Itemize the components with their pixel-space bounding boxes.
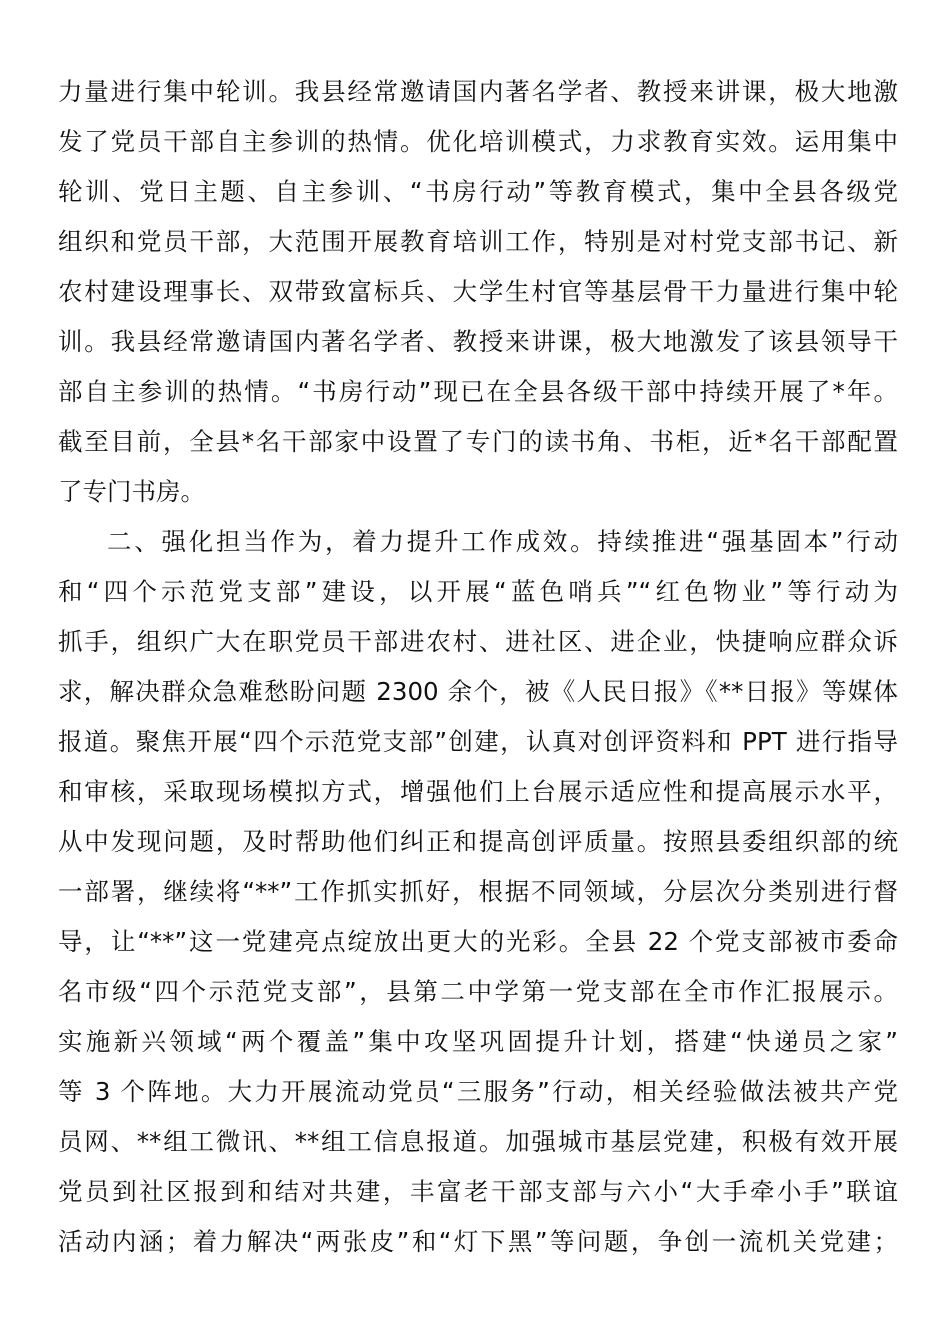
- text-line: 和审核，采取现场模拟方式，增强他们上台展示适应性和提高展示水平，: [58, 777, 898, 806]
- paragraph-responsibility: [58, 517, 898, 1267]
- text-line: 农村建设理事长、双带致富标兵、大学生村官等基层骨干力量进行集中轮: [58, 277, 898, 306]
- text-line: 等 3 个阵地。大力开展流动党员“三服务”行动，相关经验做法被共产党: [58, 1077, 898, 1106]
- text-line: 部自主参训的热情。“书房行动”现已在全县各级干部中持续开展了*年。: [58, 377, 898, 406]
- text-line: 训。我县经常邀请国内著名学者、教授来讲课，极大地激发了该县领导干: [58, 327, 898, 356]
- text-line: 一部署，继续将“**”工作抓实抓好，根据不同领域，分层次分类别进行督: [58, 877, 898, 906]
- text-line: 求，解决群众急难愁盼问题 2300 余个，被《人民日报》《**日报》等媒体: [58, 677, 898, 706]
- text-line: 实施新兴领域“两个覆盖”集中攻坚巩固提升计划，搭建“快递员之家”: [58, 1027, 898, 1056]
- text-line: 截至目前，全县*名干部家中设置了专门的读书角、书柜，近*名干部配置: [58, 427, 898, 456]
- text-line: 力量进行集中轮训。我县经常邀请国内著名学者、教授来讲课，极大地激: [58, 77, 898, 106]
- text-line: 活动内涵；着力解决“两张皮”和“灯下黑”等问题，争创一流机关党建；: [58, 1227, 898, 1256]
- text-line: 组织和党员干部，大范围开展教育培训工作，特别是对村党支部书记、新: [58, 227, 898, 256]
- section-heading-line: 二、强化担当作为，着力提升工作成效。持续推进“强基固本”行动: [107, 527, 898, 556]
- text-line: 导，让“**”这一党建亮点绽放出更大的光彩。全县 22 个党支部被市委命: [58, 927, 898, 956]
- text-line: 轮训、党日主题、自主参训、“书房行动”等教育模式，集中全县各级党: [58, 177, 898, 206]
- text-line: 报道。聚焦开展“四个示范党支部”创建，认真对创评资料和 PPT 进行指导: [58, 727, 898, 756]
- text-line: 名市级“四个示范党支部”，县第二中学第一党支部在全市作汇报展示。: [58, 977, 898, 1006]
- text-line: 抓手，组织广大在职党员干部进农村、进社区、进企业，快捷响应群众诉: [58, 627, 898, 656]
- text-line: 员网、**组工微讯、**组工信息报道。加强城市基层党建，积极有效开展: [58, 1127, 898, 1156]
- text-line: 了专门书房。: [58, 477, 205, 506]
- text-line: 从中发现问题，及时帮助他们纠正和提高创评质量。按照县委组织部的统: [58, 827, 898, 856]
- text-line: 党员到社区报到和结对共建，丰富老干部支部与六小“大手牵小手”联谊: [58, 1177, 898, 1206]
- paragraph-training: [58, 67, 898, 517]
- text-line: 发了党员干部自主参训的热情。优化培训模式，力求教育实效。运用集中: [58, 127, 898, 156]
- text-line: 和“四个示范党支部”建设，以开展“蓝色哨兵”“红色物业”等行动为: [58, 577, 898, 606]
- body-text: [58, 67, 898, 1267]
